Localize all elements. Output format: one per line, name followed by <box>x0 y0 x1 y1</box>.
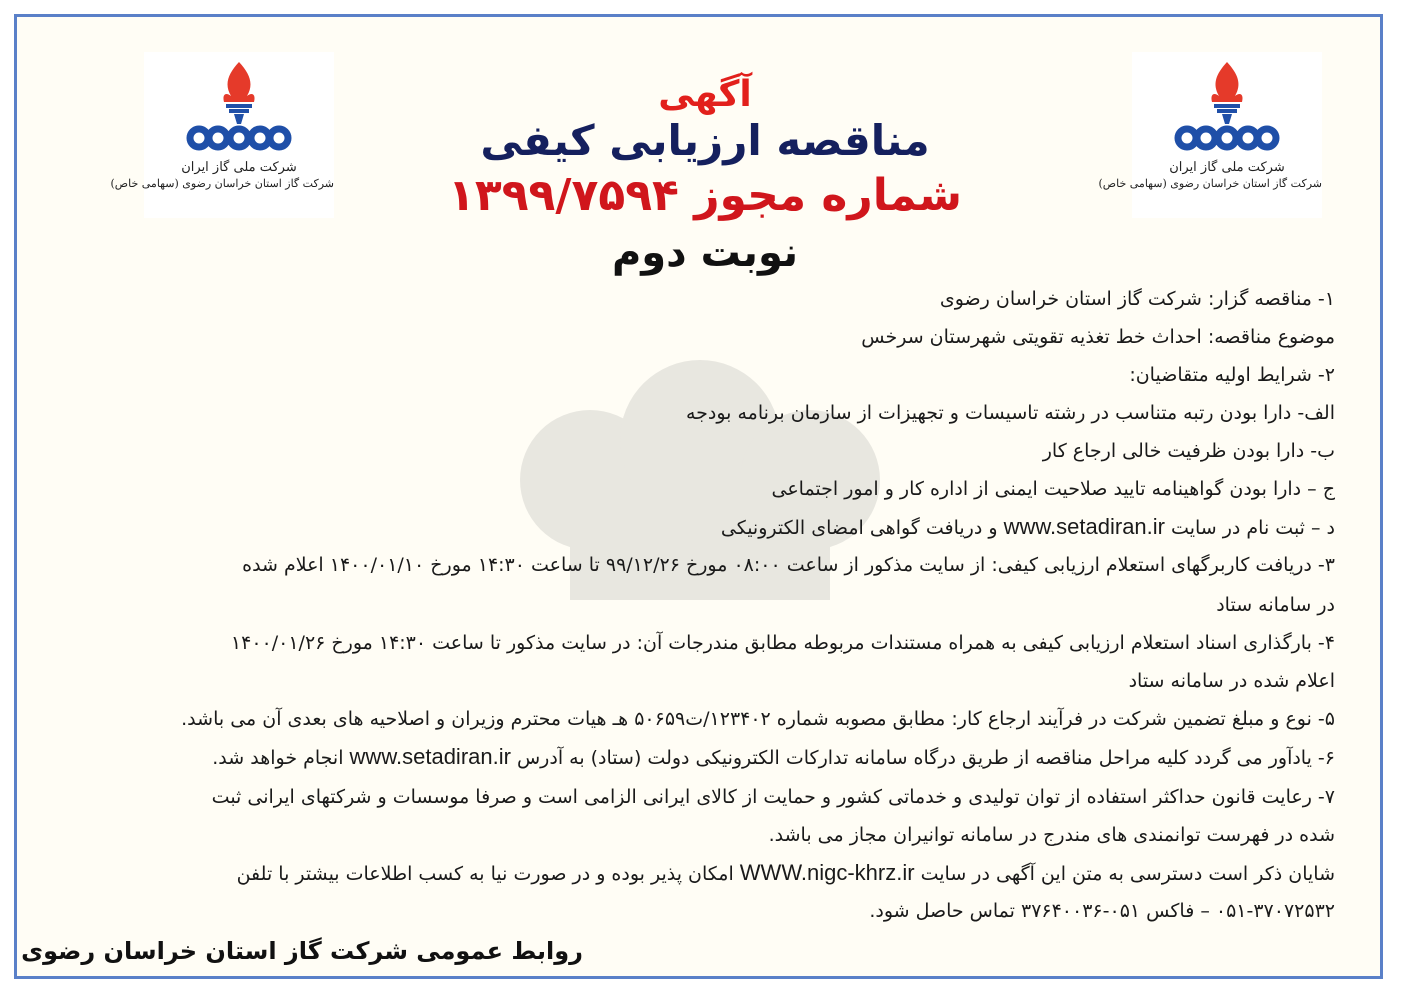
conditions-heading: ۲- شرایط اولیه متقاضیان: <box>1129 364 1335 386</box>
condition-c: ج – دارا بودن گواهینامه تایید صلاحیت ایمنی از اداره کار و امور اجتماعی <box>771 478 1335 500</box>
notice-title: آگهی <box>658 74 752 115</box>
item-6-line <box>212 744 1335 770</box>
website-note-text-end: امکان پذیر بوده و در صورت نیا به کسب اطلاعات بیشتر با تلفن <box>236 863 734 885</box>
setadiran-link-2[interactable]: www.setadiran.ir <box>349 744 511 769</box>
condition-a: الف- دارا بودن رتبه متناسب در رشته تاسیسات و تجهیزات از سازمان برنامه بودجه <box>685 402 1335 424</box>
logo-line2: شرکت گاز استان خراسان رضوی (سهامی خاص) <box>1098 177 1322 190</box>
logo-line1: شرکت ملی گاز ایران <box>181 160 297 175</box>
logo-line2: شرکت گاز استان خراسان رضوی (سهامی خاص) <box>110 177 334 190</box>
condition-d-text: د – ثبت نام در سایت <box>1171 517 1335 539</box>
item-6-text: ۶- یادآور می گردد کلیه مراحل مناقصه از طریق درگاه سامانه تدارکات الکترونیکی دولت (ستاد) به آدرس <box>516 747 1335 769</box>
website-note-text: شایان ذکر است دسترسی به متن این آگهی در سایت <box>920 863 1335 885</box>
tender-subject-heading: مناقصه ارزیابی کیفی <box>480 116 930 165</box>
condition-d-text-end: و دریافت گواهی امضای الکترونیکی <box>720 517 998 539</box>
item-5-line: ۵- نوع و مبلغ تضمین شرکت در فرآیند ارجاع کار: مطابق مصوبه شماره ۱۲۳۴۰۲/ت۵۰۶۵۹ هـ هیات محترم وزیران و اصلاحیه های بعدی آن می باشد. <box>181 708 1335 730</box>
publication-round: نوبت دوم <box>611 230 799 276</box>
contact-line: ۰۵۱-۳۷۰۷۲۵۳۲ – فاکس ۰۵۱-۳۷۶۴۰۰۳۶ تماس حاصل شود. <box>869 900 1335 922</box>
website-note-line <box>237 860 1335 886</box>
gas-flame-logo-icon <box>1172 58 1282 158</box>
item-4-line1: ۴- بارگذاری اسناد استعلام ارزیابی کیفی به همراه مستندات مربوطه مطابق مندرجات آن: در سایت مذکور تا ساعت ۱۴:۳۰ مورخ ۱۴۰۰/۰۱/۲۶ <box>230 632 1335 654</box>
gas-flame-logo-icon <box>184 58 294 158</box>
tenderer-line: ۱- مناقصه گزار: شرکت گاز استان خراسان رضوی <box>939 288 1335 310</box>
item-3-line2: در سامانه ستاد <box>1216 594 1335 616</box>
item-3-line1: ۳- دریافت کاربرگهای استعلام ارزیابی کیفی: از سایت مذکور از ساعت ۰۸:۰۰ مورخ ۹۹/۱۲/۲۶ تا ساعت ۱۴:۳۰ مورخ ۱۴۰۰/۰۱/۱۰ اعلام شده <box>242 554 1335 576</box>
setadiran-link[interactable]: www.setadiran.ir <box>1003 514 1165 539</box>
item-7-line1: ۷- رعایت قانون حداکثر استفاده از توان تولیدی و خدماتی کشور و حمایت از کالای ایرانی الزامی است و صرفا موسسات و شرکتهای ایرانی ثبت <box>211 786 1335 808</box>
public-relations-signature: روابط عمومی شرکت گاز استان خراسان رضوی <box>21 937 583 965</box>
permit-number: شماره مجوز ۱۳۹۹/۷۵۹۴ <box>447 170 963 221</box>
item-6-text-end: انجام خواهد شد. <box>212 747 344 769</box>
condition-d <box>721 514 1335 540</box>
item-4-line2: اعلام شده در سامانه ستاد <box>1128 670 1335 692</box>
condition-b: ب- دارا بودن ظرفیت خالی ارجاع کار <box>1042 440 1335 462</box>
company-logo-left <box>110 52 334 218</box>
company-logo-right <box>1098 52 1322 218</box>
nigc-khrz-link[interactable]: WWW.nigc-khrz.ir <box>739 860 915 885</box>
item-7-line2: شده در فهرست توانمندی های مندرج در سامانه توانیران مجاز می باشد. <box>768 824 1335 846</box>
logo-line1: شرکت ملی گاز ایران <box>1169 160 1285 175</box>
tender-subject-line: موضوع مناقصه: احداث خط تغذیه تقویتی شهرستان سرخس <box>861 326 1335 348</box>
